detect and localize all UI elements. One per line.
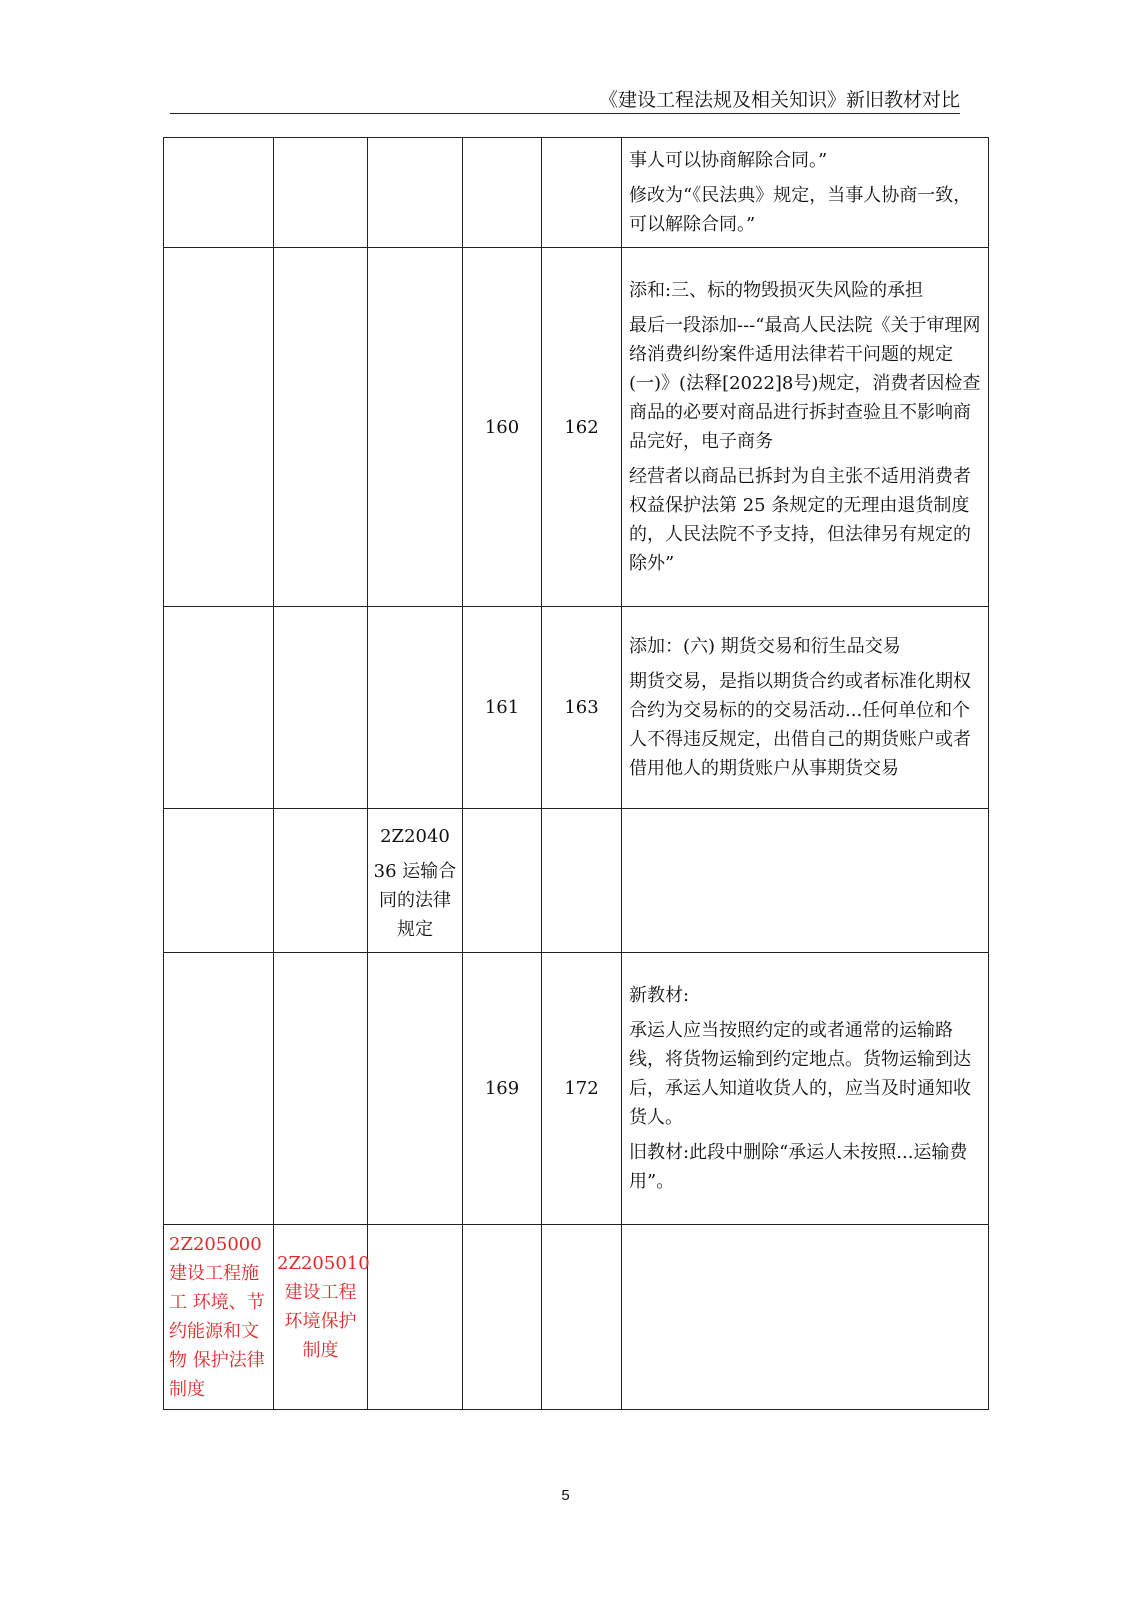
comparison-table xyxy=(163,137,989,1410)
cell-change-desc xyxy=(622,809,989,953)
cell-old-page: 161 xyxy=(463,607,542,809)
cell-item xyxy=(368,138,463,248)
change-paragraph: 修改为“《民法典》规定，当事人协商一致，可以解除合同。” xyxy=(629,185,972,235)
cell-old-page xyxy=(463,138,542,248)
cell-section xyxy=(164,953,274,1225)
change-paragraph: 旧教材:此段中删除“承运人未按照...运输费用”。 xyxy=(629,1142,968,1192)
cell-new-page xyxy=(542,138,622,248)
cell-subsection xyxy=(274,248,368,607)
cell-subsection xyxy=(274,138,368,248)
cell-old-page xyxy=(463,1225,542,1410)
cell-new-page: 172 xyxy=(542,953,622,1225)
change-paragraph: 事人可以协商解除合同。” xyxy=(629,150,828,171)
cell-change-desc xyxy=(622,138,989,248)
page-number: 5 xyxy=(561,1487,570,1504)
table-row xyxy=(164,607,989,809)
cell-item xyxy=(368,248,463,607)
cell-subsection xyxy=(274,809,368,953)
table-row xyxy=(164,1225,989,1410)
change-paragraph: 最后一段添加---“最高人民法院《关于审理网络消费纠纷案件适用法律若干问题的规定(一)》(法释[2022]8号)规定，消费者因检查商品的必要对商品进行拆封查验且不影响商品完好，电子商务 xyxy=(629,315,981,452)
item-code: 2Z2040 xyxy=(380,825,450,847)
header-rule xyxy=(170,113,960,114)
cell-old-page: 160 xyxy=(463,248,542,607)
table-row xyxy=(164,138,989,248)
cell-old-page: 169 xyxy=(463,953,542,1225)
cell-change-desc xyxy=(622,607,989,809)
page-header-title: 《建设工程法规及相关知识》新旧教材对比 xyxy=(598,89,960,111)
change-paragraph: 添和:三、标的物毁损灭失风险的承担 xyxy=(629,280,924,301)
change-paragraph: 添加：(六) 期货交易和衍生品交易 xyxy=(629,636,901,657)
cell-change-desc xyxy=(622,1225,989,1410)
cell-subsection xyxy=(274,607,368,809)
cell-new-page xyxy=(542,809,622,953)
change-paragraph: 经营者以商品已拆封为自主张不适用消费者权益保护法第 25 条规定的无理由退货制度的，人民法院不予支持，但法律另有规定的除外” xyxy=(629,466,971,574)
cell-change-desc xyxy=(622,248,989,607)
cell-section xyxy=(164,248,274,607)
change-paragraph: 期货交易，是指以期货合约或者标准化期权合约为交易标的的交易活动...任何单位和个人不得违反规定，出借自己的期货账户或者借用他人的期货账户从事期货交易 xyxy=(629,671,971,779)
table-row xyxy=(164,809,989,953)
cell-change-desc xyxy=(622,953,989,1225)
table-row xyxy=(164,953,989,1225)
cell-new-page xyxy=(542,1225,622,1410)
cell-section xyxy=(164,138,274,248)
change-paragraph: 新教材: xyxy=(629,985,690,1006)
cell-section: 2Z205000 建设工程施工 环境、节约能源和文物 保护法律制度 xyxy=(164,1225,274,1410)
cell-subsection: 2Z205010 建设工程环境保护制度 xyxy=(274,1225,368,1410)
item-title: 36 运输合同的法律规定 xyxy=(373,860,457,940)
cell-old-page xyxy=(463,809,542,953)
cell-item xyxy=(368,607,463,809)
cell-subsection xyxy=(274,953,368,1225)
table-row xyxy=(164,248,989,607)
cell-item xyxy=(368,953,463,1225)
cell-item xyxy=(368,809,463,953)
cell-section xyxy=(164,809,274,953)
cell-new-page: 162 xyxy=(542,248,622,607)
change-paragraph: 承运人应当按照约定的或者通常的运输路线，将货物运输到约定地点。货物运输到达后，承运人知道收货人的，应当及时通知收货人。 xyxy=(629,1020,971,1128)
cell-item xyxy=(368,1225,463,1410)
cell-new-page: 163 xyxy=(542,607,622,809)
cell-section xyxy=(164,607,274,809)
